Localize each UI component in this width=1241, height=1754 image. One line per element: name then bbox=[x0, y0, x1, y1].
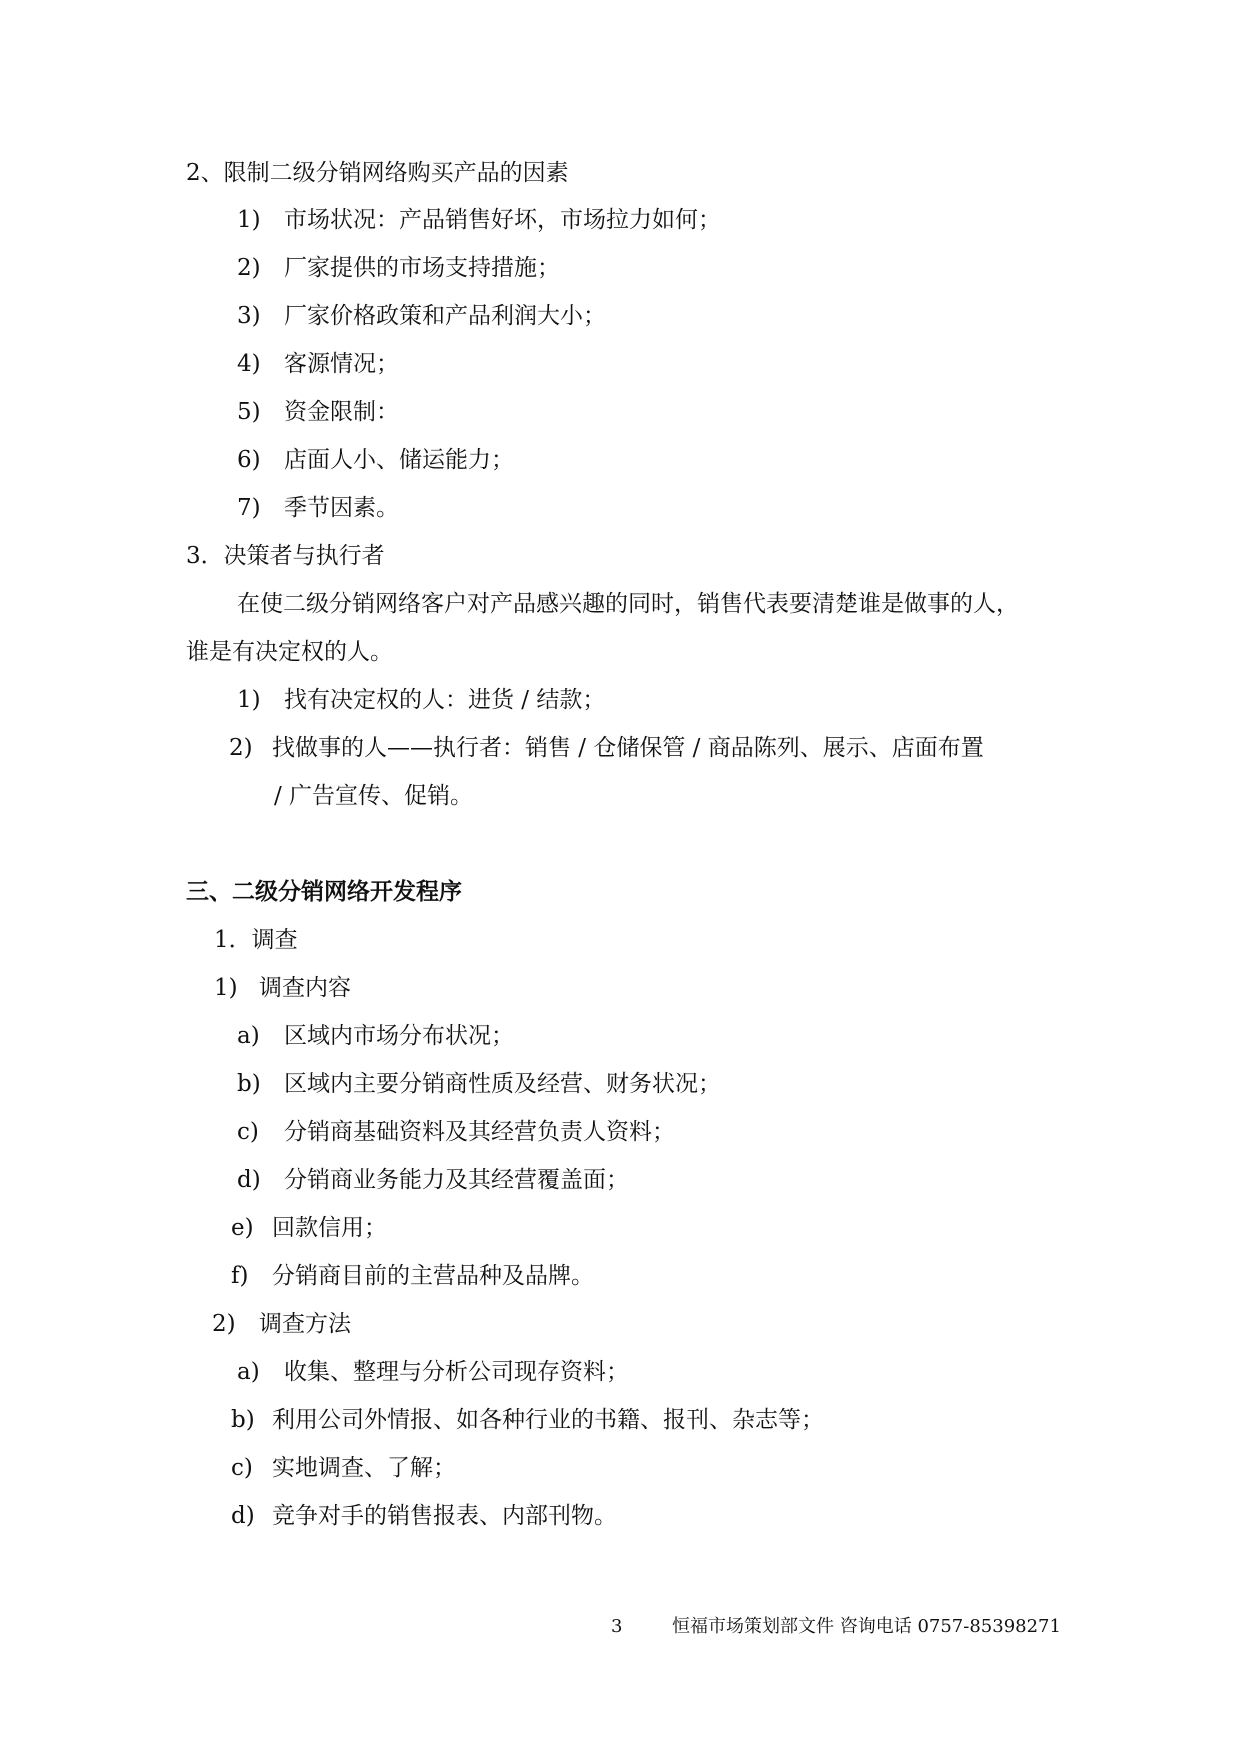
footer-text: 恒福市场策划部文件 咨询电话 0757-85398271 bbox=[672, 1616, 1061, 1637]
list-item bbox=[237, 1069, 721, 1099]
list-item-text: 实地调查、了解； bbox=[272, 1455, 456, 1481]
list-marker: b) bbox=[237, 1071, 261, 1097]
list-item bbox=[237, 253, 560, 283]
page-number: 3 bbox=[611, 1616, 623, 1637]
list-item bbox=[237, 1165, 629, 1195]
list-marker: 5) bbox=[237, 399, 261, 425]
list-marker: 2) bbox=[212, 1311, 236, 1337]
list-marker: d) bbox=[231, 1503, 255, 1529]
list-marker: 1) bbox=[237, 207, 261, 233]
list-item-text: 回款信用； bbox=[272, 1215, 387, 1241]
list-item bbox=[231, 1453, 456, 1483]
list-item-continuation: / 广告宣传、促销。 bbox=[274, 783, 474, 809]
list-item bbox=[231, 1261, 594, 1291]
list-item-text: 找有决定权的人：进货 / 结款； bbox=[284, 687, 606, 713]
list-marker: 4) bbox=[237, 351, 261, 377]
section-heading: 2、限制二级分销网络购买产品的因素 bbox=[186, 160, 569, 186]
list-item-text: 找做事的人——执行者：销售 / 仓储保管 / 商品陈列、展示、店面布置 bbox=[272, 735, 984, 761]
list-item-text: 区域内市场分布状况； bbox=[284, 1023, 514, 1049]
list-item-text: 厂家提供的市场支持措施； bbox=[284, 255, 560, 281]
list-item-text: 分销商业务能力及其经营覆盖面； bbox=[284, 1167, 629, 1193]
list-item bbox=[237, 1357, 629, 1387]
list-item bbox=[229, 733, 984, 763]
list-item-text: 市场状况：产品销售好坏，市场拉力如何； bbox=[284, 207, 721, 233]
list-marker: 1) bbox=[237, 687, 261, 713]
list-marker: a) bbox=[237, 1359, 260, 1385]
list-marker: f) bbox=[231, 1263, 249, 1289]
list-item bbox=[231, 1405, 824, 1435]
list-item bbox=[237, 205, 721, 235]
list-item-text: 厂家价格政策和产品利润大小； bbox=[284, 303, 606, 329]
list-item-text: 客源情况； bbox=[284, 351, 399, 377]
section-heading: 3．决策者与执行者 bbox=[186, 543, 385, 569]
list-marker: e) bbox=[231, 1215, 254, 1241]
list-item-text: 分销商基础资料及其经营负责人资料； bbox=[284, 1119, 675, 1145]
list-item-text: 分销商目前的主营品种及品牌。 bbox=[272, 1263, 594, 1289]
list-marker: 1) bbox=[214, 975, 238, 1001]
subsection-item bbox=[214, 973, 351, 1003]
list-item-text: 区域内主要分销商性质及经营、财务状况； bbox=[284, 1071, 721, 1097]
subsection-item bbox=[212, 1309, 351, 1339]
list-marker: 7) bbox=[237, 495, 261, 521]
list-item bbox=[237, 1021, 514, 1051]
list-item-text: 竞争对手的销售报表、内部刊物。 bbox=[272, 1503, 617, 1529]
list-marker: a) bbox=[237, 1023, 260, 1049]
list-item-text: 店面人小、储运能力； bbox=[284, 447, 514, 473]
list-item bbox=[237, 493, 399, 523]
list-marker: c) bbox=[237, 1119, 259, 1145]
chapter-heading: 三、二级分销网络开发程序 bbox=[186, 878, 462, 905]
list-item-text: 资金限制： bbox=[284, 399, 399, 425]
list-item bbox=[237, 1117, 675, 1147]
list-item bbox=[237, 301, 606, 331]
list-item bbox=[231, 1501, 617, 1531]
list-marker: 2) bbox=[237, 255, 261, 281]
list-marker: c) bbox=[231, 1455, 253, 1481]
list-item bbox=[237, 445, 514, 475]
paragraph-line: 谁是有决定权的人。 bbox=[186, 639, 393, 665]
list-item bbox=[237, 397, 399, 427]
paragraph-line: 在使二级分销网络客户对产品感兴趣的同时，销售代表要清楚谁是做事的人， bbox=[237, 591, 1019, 617]
subsection-label: 调查内容 bbox=[259, 975, 351, 1001]
list-marker: b) bbox=[231, 1407, 255, 1433]
list-marker: 3) bbox=[237, 303, 261, 329]
list-marker: d) bbox=[237, 1167, 261, 1193]
subsection-heading: 1．调查 bbox=[214, 927, 298, 953]
list-item-text: 季节因素。 bbox=[284, 495, 399, 521]
list-marker: 2) bbox=[229, 735, 253, 761]
list-item bbox=[237, 685, 605, 715]
list-item bbox=[237, 349, 399, 379]
list-item-text: 利用公司外情报、如各种行业的书籍、报刊、杂志等； bbox=[272, 1407, 824, 1433]
list-item-text: 收集、整理与分析公司现存资料； bbox=[284, 1359, 629, 1385]
list-item bbox=[231, 1213, 387, 1243]
list-marker: 6) bbox=[237, 447, 261, 473]
subsection-label: 调查方法 bbox=[259, 1311, 351, 1337]
